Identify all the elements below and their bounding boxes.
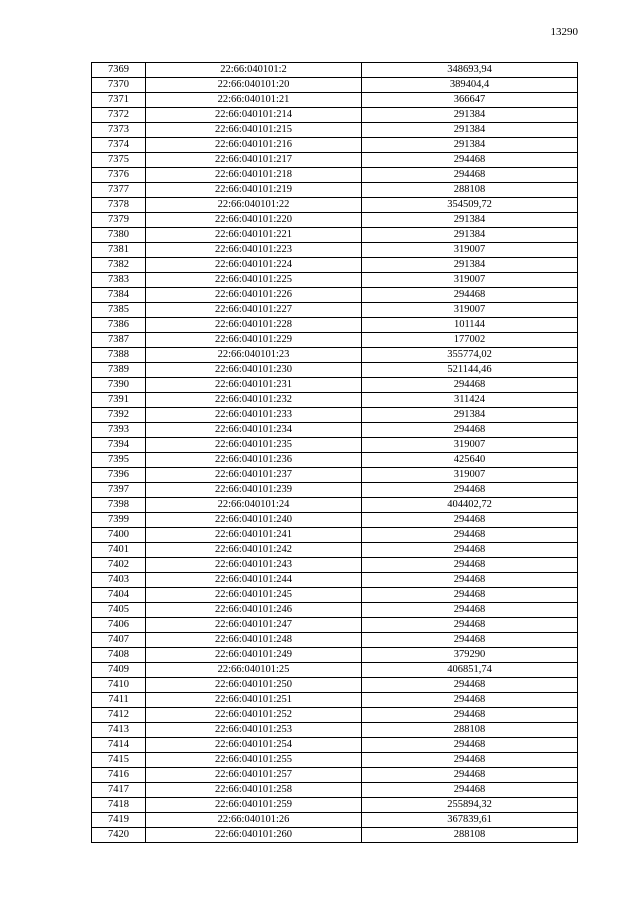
table-row bbox=[92, 513, 578, 528]
table-row bbox=[92, 543, 578, 558]
row-number-cell: 7407 bbox=[92, 633, 146, 648]
table-row bbox=[92, 753, 578, 768]
cadastral-value-cell: 311424 bbox=[362, 393, 578, 408]
cadastral-value-cell: 294468 bbox=[362, 738, 578, 753]
table-row bbox=[92, 423, 578, 438]
cadastral-value-cell: 294468 bbox=[362, 378, 578, 393]
table-row bbox=[92, 288, 578, 303]
row-number-cell: 7390 bbox=[92, 378, 146, 393]
table-row bbox=[92, 318, 578, 333]
cadastral-number-cell: 22:66:040101:241 bbox=[146, 528, 362, 543]
row-number-cell: 7382 bbox=[92, 258, 146, 273]
cadastral-value-cell: 379290 bbox=[362, 648, 578, 663]
row-number-cell: 7409 bbox=[92, 663, 146, 678]
row-number-cell: 7383 bbox=[92, 273, 146, 288]
table-row bbox=[92, 393, 578, 408]
cadastral-number-cell: 22:66:040101:254 bbox=[146, 738, 362, 753]
row-number-cell: 7376 bbox=[92, 168, 146, 183]
cadastral-value-cell: 294468 bbox=[362, 528, 578, 543]
cadastral-value-cell: 291384 bbox=[362, 123, 578, 138]
cadastral-value-cell: 319007 bbox=[362, 273, 578, 288]
cadastral-value-cell: 294468 bbox=[362, 693, 578, 708]
row-number-cell: 7403 bbox=[92, 573, 146, 588]
cadastral-number-cell: 22:66:040101:229 bbox=[146, 333, 362, 348]
cadastral-number-cell: 22:66:040101:255 bbox=[146, 753, 362, 768]
cadastral-number-cell: 22:66:040101:2 bbox=[146, 63, 362, 78]
table-row bbox=[92, 588, 578, 603]
row-number-cell: 7400 bbox=[92, 528, 146, 543]
row-number-cell: 7402 bbox=[92, 558, 146, 573]
cadastral-value-cell: 294468 bbox=[362, 633, 578, 648]
cadastral-value-cell: 294468 bbox=[362, 768, 578, 783]
table-row bbox=[92, 123, 578, 138]
cadastral-value-cell: 294468 bbox=[362, 618, 578, 633]
row-number-cell: 7398 bbox=[92, 498, 146, 513]
table-row bbox=[92, 273, 578, 288]
cadastral-number-cell: 22:66:040101:245 bbox=[146, 588, 362, 603]
cadastral-value-cell: 366647 bbox=[362, 93, 578, 108]
row-number-cell: 7381 bbox=[92, 243, 146, 258]
row-number-cell: 7370 bbox=[92, 78, 146, 93]
cadastral-number-cell: 22:66:040101:22 bbox=[146, 198, 362, 213]
table-row bbox=[92, 258, 578, 273]
row-number-cell: 7380 bbox=[92, 228, 146, 243]
table-row bbox=[92, 303, 578, 318]
cadastral-value-cell: 294468 bbox=[362, 783, 578, 798]
cadastral-value-cell: 294468 bbox=[362, 153, 578, 168]
cadastral-number-cell: 22:66:040101:237 bbox=[146, 468, 362, 483]
cadastral-number-cell: 22:66:040101:26 bbox=[146, 813, 362, 828]
row-number-cell: 7385 bbox=[92, 303, 146, 318]
cadastral-value-cell: 291384 bbox=[362, 258, 578, 273]
cadastral-value-cell: 425640 bbox=[362, 453, 578, 468]
cadastral-number-cell: 22:66:040101:223 bbox=[146, 243, 362, 258]
row-number-cell: 7388 bbox=[92, 348, 146, 363]
table-row bbox=[92, 828, 578, 843]
cadastral-number-cell: 22:66:040101:234 bbox=[146, 423, 362, 438]
cadastral-number-cell: 22:66:040101:252 bbox=[146, 708, 362, 723]
row-number-cell: 7386 bbox=[92, 318, 146, 333]
table-row bbox=[92, 783, 578, 798]
row-number-cell: 7406 bbox=[92, 618, 146, 633]
table-row bbox=[92, 528, 578, 543]
row-number-cell: 7414 bbox=[92, 738, 146, 753]
cadastral-value-cell: 294468 bbox=[362, 483, 578, 498]
row-number-cell: 7405 bbox=[92, 603, 146, 618]
table-row bbox=[92, 363, 578, 378]
table-row bbox=[92, 408, 578, 423]
cadastral-number-cell: 22:66:040101:247 bbox=[146, 618, 362, 633]
cadastral-number-cell: 22:66:040101:240 bbox=[146, 513, 362, 528]
row-number-cell: 7420 bbox=[92, 828, 146, 843]
table-row bbox=[92, 198, 578, 213]
cadastral-value-cell: 291384 bbox=[362, 138, 578, 153]
row-number-cell: 7374 bbox=[92, 138, 146, 153]
row-number-cell: 7417 bbox=[92, 783, 146, 798]
cadastral-number-cell: 22:66:040101:257 bbox=[146, 768, 362, 783]
table-row bbox=[92, 468, 578, 483]
row-number-cell: 7410 bbox=[92, 678, 146, 693]
table-row bbox=[92, 663, 578, 678]
row-number-cell: 7397 bbox=[92, 483, 146, 498]
table-row bbox=[92, 378, 578, 393]
cadastral-value-cell: 177002 bbox=[362, 333, 578, 348]
cadastral-number-cell: 22:66:040101:253 bbox=[146, 723, 362, 738]
row-number-cell: 7393 bbox=[92, 423, 146, 438]
cadastral-number-cell: 22:66:040101:224 bbox=[146, 258, 362, 273]
row-number-cell: 7395 bbox=[92, 453, 146, 468]
cadastral-number-cell: 22:66:040101:239 bbox=[146, 483, 362, 498]
table-row bbox=[92, 228, 578, 243]
cadastral-number-cell: 22:66:040101:217 bbox=[146, 153, 362, 168]
cadastral-value-cell: 291384 bbox=[362, 408, 578, 423]
cadastral-number-cell: 22:66:040101:230 bbox=[146, 363, 362, 378]
cadastral-value-cell: 294468 bbox=[362, 753, 578, 768]
cadastral-value-cell: 288108 bbox=[362, 828, 578, 843]
cadastral-number-cell: 22:66:040101:24 bbox=[146, 498, 362, 513]
row-number-cell: 7392 bbox=[92, 408, 146, 423]
row-number-cell: 7418 bbox=[92, 798, 146, 813]
cadastral-value-cell: 291384 bbox=[362, 213, 578, 228]
cadastral-value-cell: 294468 bbox=[362, 423, 578, 438]
cadastral-value-cell: 367839,61 bbox=[362, 813, 578, 828]
row-number-cell: 7369 bbox=[92, 63, 146, 78]
cadastral-number-cell: 22:66:040101:233 bbox=[146, 408, 362, 423]
cadastral-value-cell: 291384 bbox=[362, 228, 578, 243]
cadastral-value-cell: 355774,02 bbox=[362, 348, 578, 363]
table-row bbox=[92, 768, 578, 783]
table-row bbox=[92, 348, 578, 363]
cadastral-number-cell: 22:66:040101:235 bbox=[146, 438, 362, 453]
row-number-cell: 7377 bbox=[92, 183, 146, 198]
row-number-cell: 7371 bbox=[92, 93, 146, 108]
cadastral-number-cell: 22:66:040101:23 bbox=[146, 348, 362, 363]
table-row bbox=[92, 618, 578, 633]
cadastral-number-cell: 22:66:040101:218 bbox=[146, 168, 362, 183]
row-number-cell: 7387 bbox=[92, 333, 146, 348]
table-row bbox=[92, 483, 578, 498]
cadastral-number-cell: 22:66:040101:248 bbox=[146, 633, 362, 648]
cadastral-number-cell: 22:66:040101:228 bbox=[146, 318, 362, 333]
cadastral-value-cell: 294468 bbox=[362, 168, 578, 183]
cadastral-number-cell: 22:66:040101:242 bbox=[146, 543, 362, 558]
row-number-cell: 7415 bbox=[92, 753, 146, 768]
table-row bbox=[92, 693, 578, 708]
row-number-cell: 7399 bbox=[92, 513, 146, 528]
cadastral-number-cell: 22:66:040101:258 bbox=[146, 783, 362, 798]
row-number-cell: 7372 bbox=[92, 108, 146, 123]
cadastral-value-cell: 319007 bbox=[362, 243, 578, 258]
cadastral-number-cell: 22:66:040101:243 bbox=[146, 558, 362, 573]
row-number-cell: 7373 bbox=[92, 123, 146, 138]
cadastral-value-cell: 521144,46 bbox=[362, 363, 578, 378]
table-body bbox=[92, 63, 578, 843]
cadastral-value-cell: 294468 bbox=[362, 513, 578, 528]
cadastral-number-cell: 22:66:040101:220 bbox=[146, 213, 362, 228]
row-number-cell: 7401 bbox=[92, 543, 146, 558]
cadastral-number-cell: 22:66:040101:259 bbox=[146, 798, 362, 813]
row-number-cell: 7391 bbox=[92, 393, 146, 408]
cadastral-value-cell: 404402,72 bbox=[362, 498, 578, 513]
cadastral-value-cell: 294468 bbox=[362, 603, 578, 618]
cadastral-number-cell: 22:66:040101:226 bbox=[146, 288, 362, 303]
cadastral-value-cell: 319007 bbox=[362, 303, 578, 318]
cadastral-number-cell: 22:66:040101:25 bbox=[146, 663, 362, 678]
cadastral-number-cell: 22:66:040101:214 bbox=[146, 108, 362, 123]
cadastral-number-cell: 22:66:040101:236 bbox=[146, 453, 362, 468]
row-number-cell: 7378 bbox=[92, 198, 146, 213]
cadastral-value-cell: 319007 bbox=[362, 468, 578, 483]
row-number-cell: 7394 bbox=[92, 438, 146, 453]
cadastral-number-cell: 22:66:040101:21 bbox=[146, 93, 362, 108]
table-row bbox=[92, 438, 578, 453]
row-number-cell: 7408 bbox=[92, 648, 146, 663]
cadastral-value-cell: 294468 bbox=[362, 708, 578, 723]
table-row bbox=[92, 633, 578, 648]
table-row bbox=[92, 648, 578, 663]
table-row bbox=[92, 153, 578, 168]
row-number-cell: 7416 bbox=[92, 768, 146, 783]
table-row bbox=[92, 603, 578, 618]
cadastral-value-cell: 294468 bbox=[362, 573, 578, 588]
table-row bbox=[92, 723, 578, 738]
cadastral-value-cell: 288108 bbox=[362, 183, 578, 198]
table-row bbox=[92, 738, 578, 753]
cadastral-value-cell: 319007 bbox=[362, 438, 578, 453]
table-row bbox=[92, 498, 578, 513]
table-row bbox=[92, 93, 578, 108]
cadastral-number-cell: 22:66:040101:20 bbox=[146, 78, 362, 93]
cadastral-value-cell: 288108 bbox=[362, 723, 578, 738]
row-number-cell: 7412 bbox=[92, 708, 146, 723]
table-row bbox=[92, 813, 578, 828]
table-row bbox=[92, 453, 578, 468]
cadastral-value-cell: 255894,32 bbox=[362, 798, 578, 813]
cadastral-number-cell: 22:66:040101:225 bbox=[146, 273, 362, 288]
cadastral-number-cell: 22:66:040101:215 bbox=[146, 123, 362, 138]
cadastral-value-cell: 389404,4 bbox=[362, 78, 578, 93]
table-row bbox=[92, 63, 578, 78]
cadastral-value-cell: 294468 bbox=[362, 543, 578, 558]
cadastral-number-cell: 22:66:040101:250 bbox=[146, 678, 362, 693]
cadastral-number-cell: 22:66:040101:232 bbox=[146, 393, 362, 408]
table-row bbox=[92, 558, 578, 573]
cadastral-value-cell: 294468 bbox=[362, 678, 578, 693]
cadastral-number-cell: 22:66:040101:231 bbox=[146, 378, 362, 393]
table-row bbox=[92, 168, 578, 183]
cadastral-value-cell: 291384 bbox=[362, 108, 578, 123]
cadastral-number-cell: 22:66:040101:221 bbox=[146, 228, 362, 243]
table-row bbox=[92, 138, 578, 153]
row-number-cell: 7389 bbox=[92, 363, 146, 378]
table-row bbox=[92, 798, 578, 813]
table-row bbox=[92, 678, 578, 693]
page-number: 13290 bbox=[550, 26, 578, 38]
row-number-cell: 7379 bbox=[92, 213, 146, 228]
table-row bbox=[92, 213, 578, 228]
cadastral-number-cell: 22:66:040101:249 bbox=[146, 648, 362, 663]
cadastral-value-cell: 294468 bbox=[362, 588, 578, 603]
table-row bbox=[92, 708, 578, 723]
row-number-cell: 7411 bbox=[92, 693, 146, 708]
table-row bbox=[92, 183, 578, 198]
row-number-cell: 7413 bbox=[92, 723, 146, 738]
cadastral-number-cell: 22:66:040101:251 bbox=[146, 693, 362, 708]
table-row bbox=[92, 243, 578, 258]
table-row bbox=[92, 333, 578, 348]
table-row bbox=[92, 573, 578, 588]
cadastral-number-cell: 22:66:040101:227 bbox=[146, 303, 362, 318]
table-row bbox=[92, 78, 578, 93]
cadastral-number-cell: 22:66:040101:246 bbox=[146, 603, 362, 618]
cadastral-value-cell: 406851,74 bbox=[362, 663, 578, 678]
table-row bbox=[92, 108, 578, 123]
row-number-cell: 7419 bbox=[92, 813, 146, 828]
cadastral-number-cell: 22:66:040101:216 bbox=[146, 138, 362, 153]
row-number-cell: 7404 bbox=[92, 588, 146, 603]
cadastral-value-cell: 101144 bbox=[362, 318, 578, 333]
cadastral-value-table bbox=[91, 62, 578, 843]
cadastral-value-cell: 354509,72 bbox=[362, 198, 578, 213]
cadastral-value-cell: 294468 bbox=[362, 288, 578, 303]
cadastral-number-cell: 22:66:040101:260 bbox=[146, 828, 362, 843]
cadastral-number-cell: 22:66:040101:244 bbox=[146, 573, 362, 588]
row-number-cell: 7384 bbox=[92, 288, 146, 303]
row-number-cell: 7396 bbox=[92, 468, 146, 483]
row-number-cell: 7375 bbox=[92, 153, 146, 168]
cadastral-value-cell: 348693,94 bbox=[362, 63, 578, 78]
cadastral-value-cell: 294468 bbox=[362, 558, 578, 573]
cadastral-number-cell: 22:66:040101:219 bbox=[146, 183, 362, 198]
